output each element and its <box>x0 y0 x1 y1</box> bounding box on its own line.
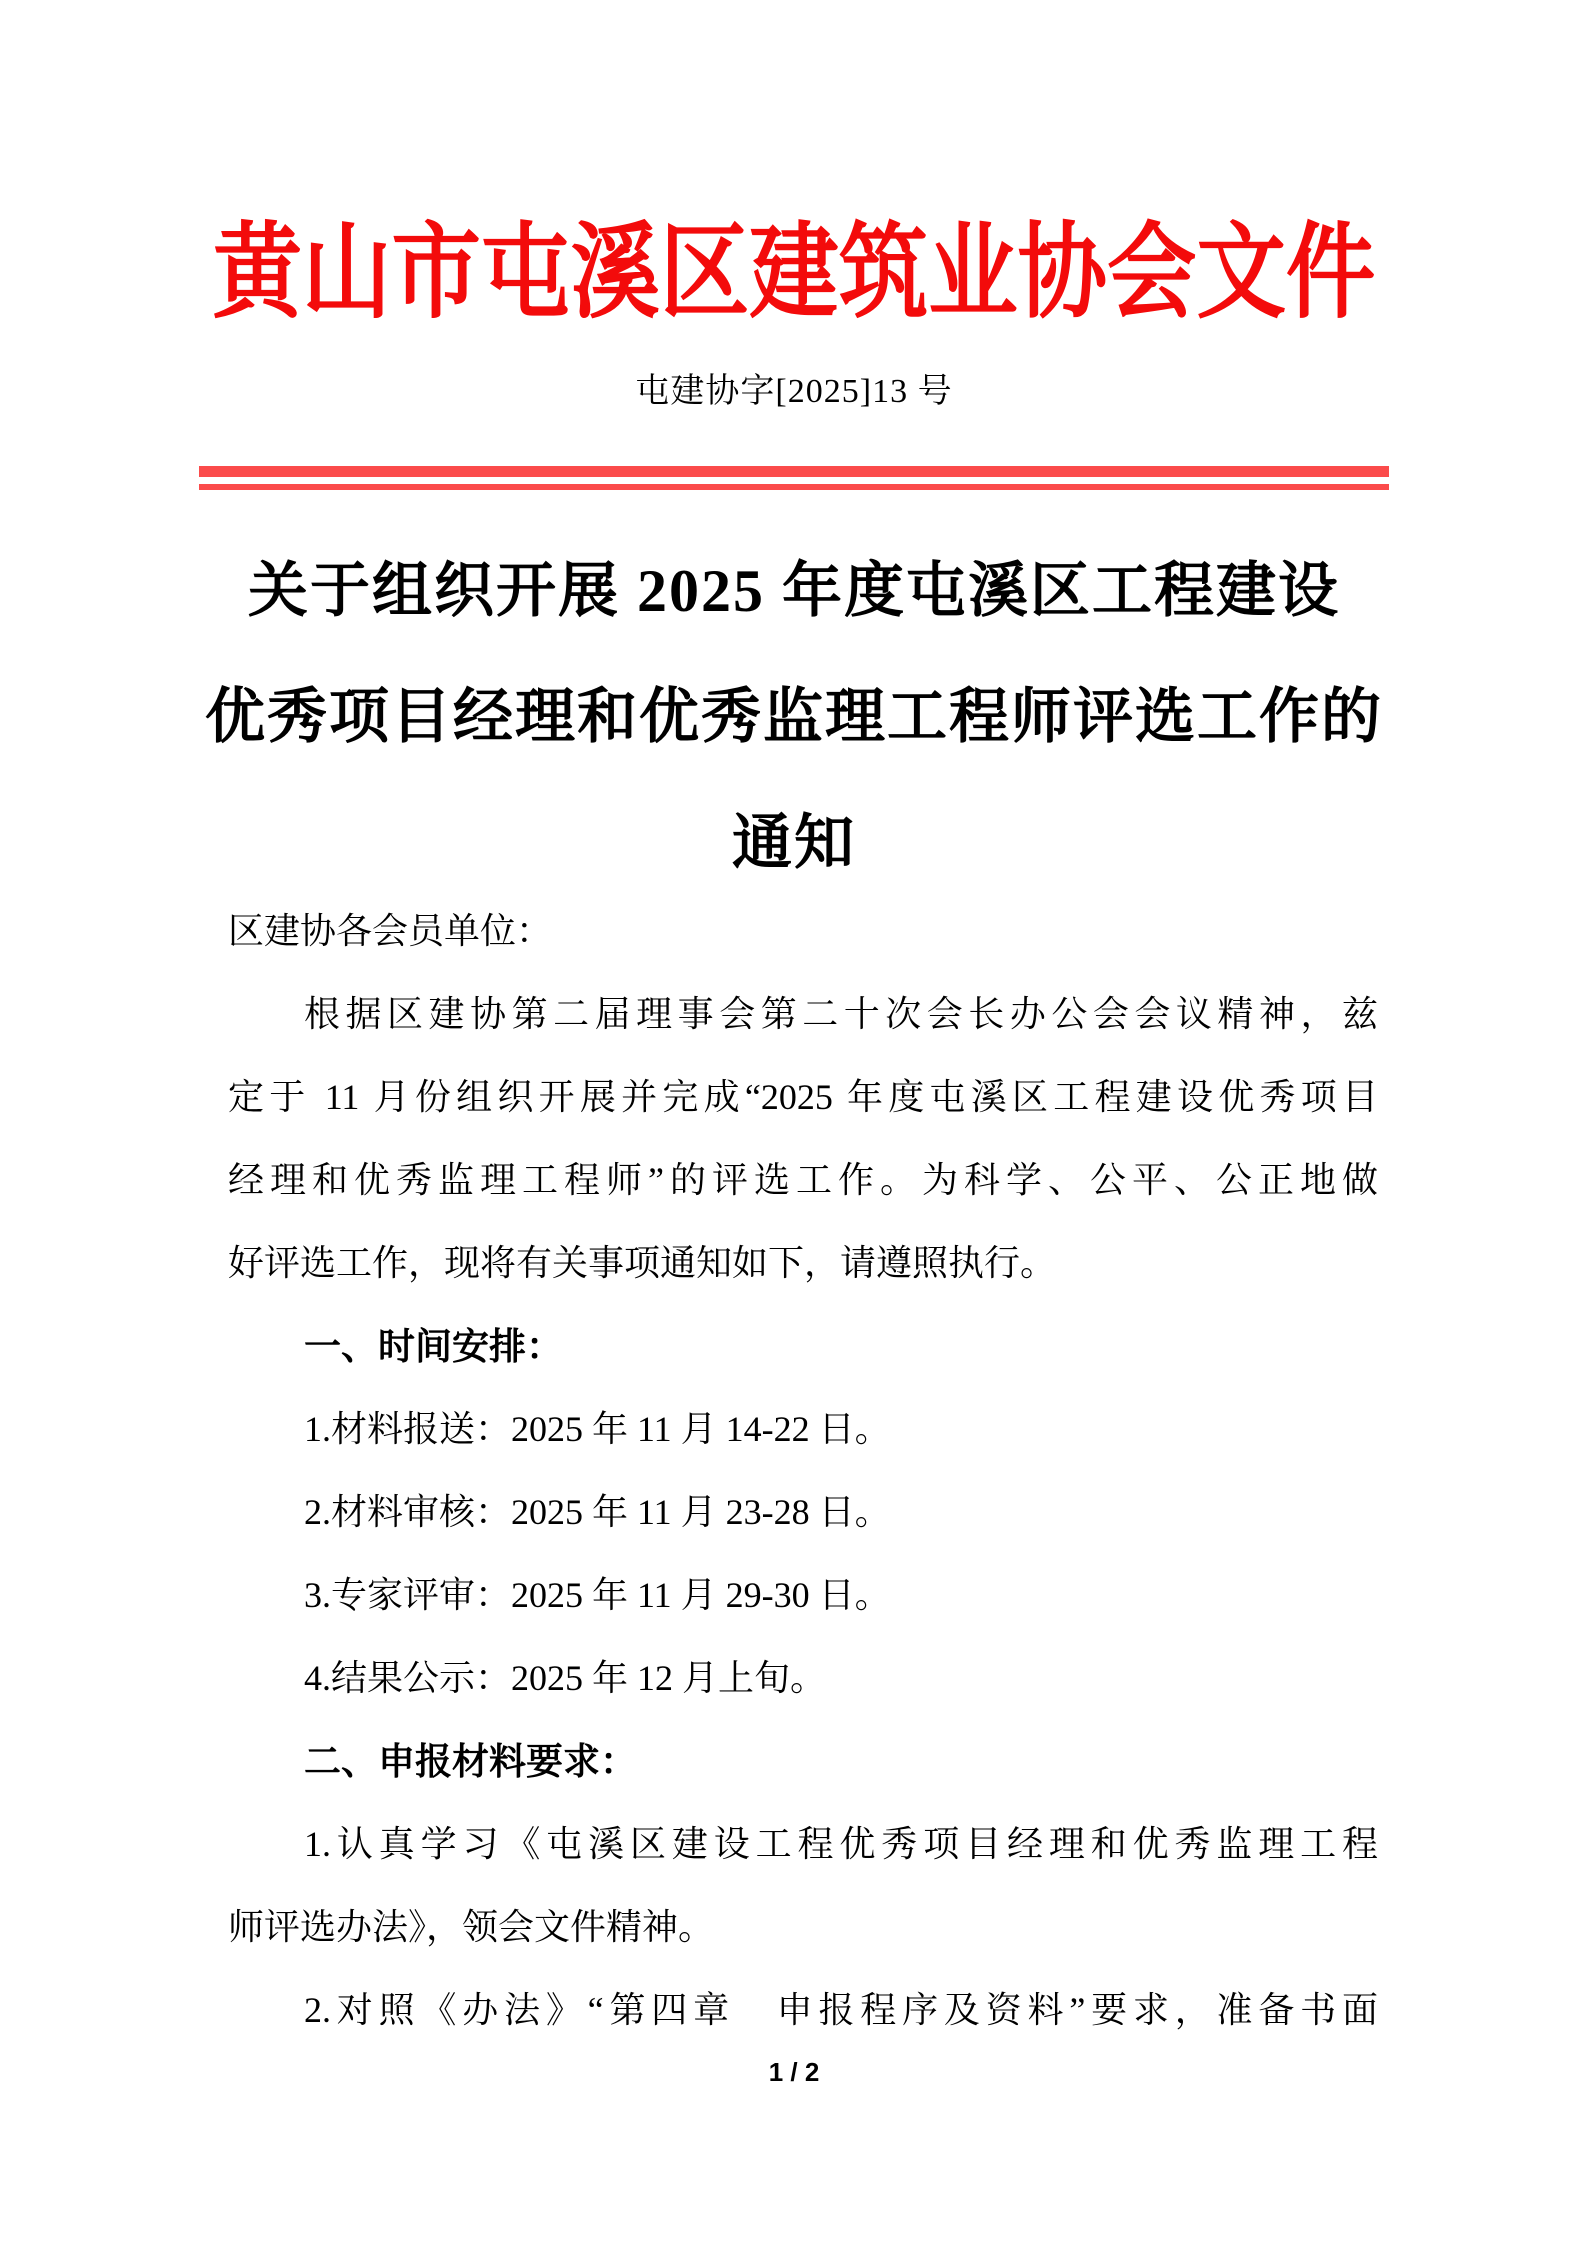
list-item: 1.认真学习《屯溪区建设工程优秀项目经理和优秀监理工程 <box>304 1824 1378 1864</box>
list-item: 2.对照《办法》“第四章 申报程序及资料”要求，准备书面 <box>304 1990 1378 2030</box>
list-item: 2.材料审核：2025 年 11 月 23-28 日。 <box>304 1492 891 1532</box>
section-heading-1: 一、时间安排： <box>304 1326 563 1367</box>
document-number: 屯建协字[2025]13 号 <box>635 373 953 410</box>
red-rule-top <box>199 466 1389 477</box>
notice-title-line-2: 优秀项目经理和优秀监理工程师评选工作的 <box>205 684 1383 750</box>
body-line: 师评选办法》，领会文件精神。 <box>228 1907 715 1947</box>
body-line: 好评选工作，现将有关事项通知如下，请遵照执行。 <box>228 1243 1057 1283</box>
body-line: 经理和优秀监理工程师”的评选工作。为科学、公平、公正地做 <box>228 1160 1378 1200</box>
notice-body <box>228 890 1378 2052</box>
notice-title <box>114 528 1474 906</box>
body-line: 根据区建协第二届理事会第二十次会长办公会会议精神，兹 <box>304 994 1378 1034</box>
list-item: 4.结果公示：2025 年 12 月上旬。 <box>304 1658 827 1698</box>
body-line: 定于 11 月份组织开展并完成“2025 年度屯溪区工程建设优秀项目 <box>228 1077 1378 1117</box>
organization-header-title: 黄山市屯溪区建筑业协会文件 <box>212 216 1376 331</box>
notice-title-line-1: 关于组织开展 2025 年度屯溪区工程建设 <box>248 558 1340 624</box>
list-item: 3.专家评审：2025 年 11 月 29-30 日。 <box>304 1575 891 1615</box>
list-item: 1.材料报送：2025 年 11 月 14-22 日。 <box>304 1409 891 1449</box>
section-heading-2: 二、申报材料要求： <box>304 1741 637 1782</box>
salutation-line: 区建协各会员单位： <box>228 911 553 951</box>
notice-title-line-3: 通知 <box>732 810 856 876</box>
page-number: 1 / 2 <box>768 2057 820 2087</box>
red-rule-bottom <box>199 484 1389 490</box>
